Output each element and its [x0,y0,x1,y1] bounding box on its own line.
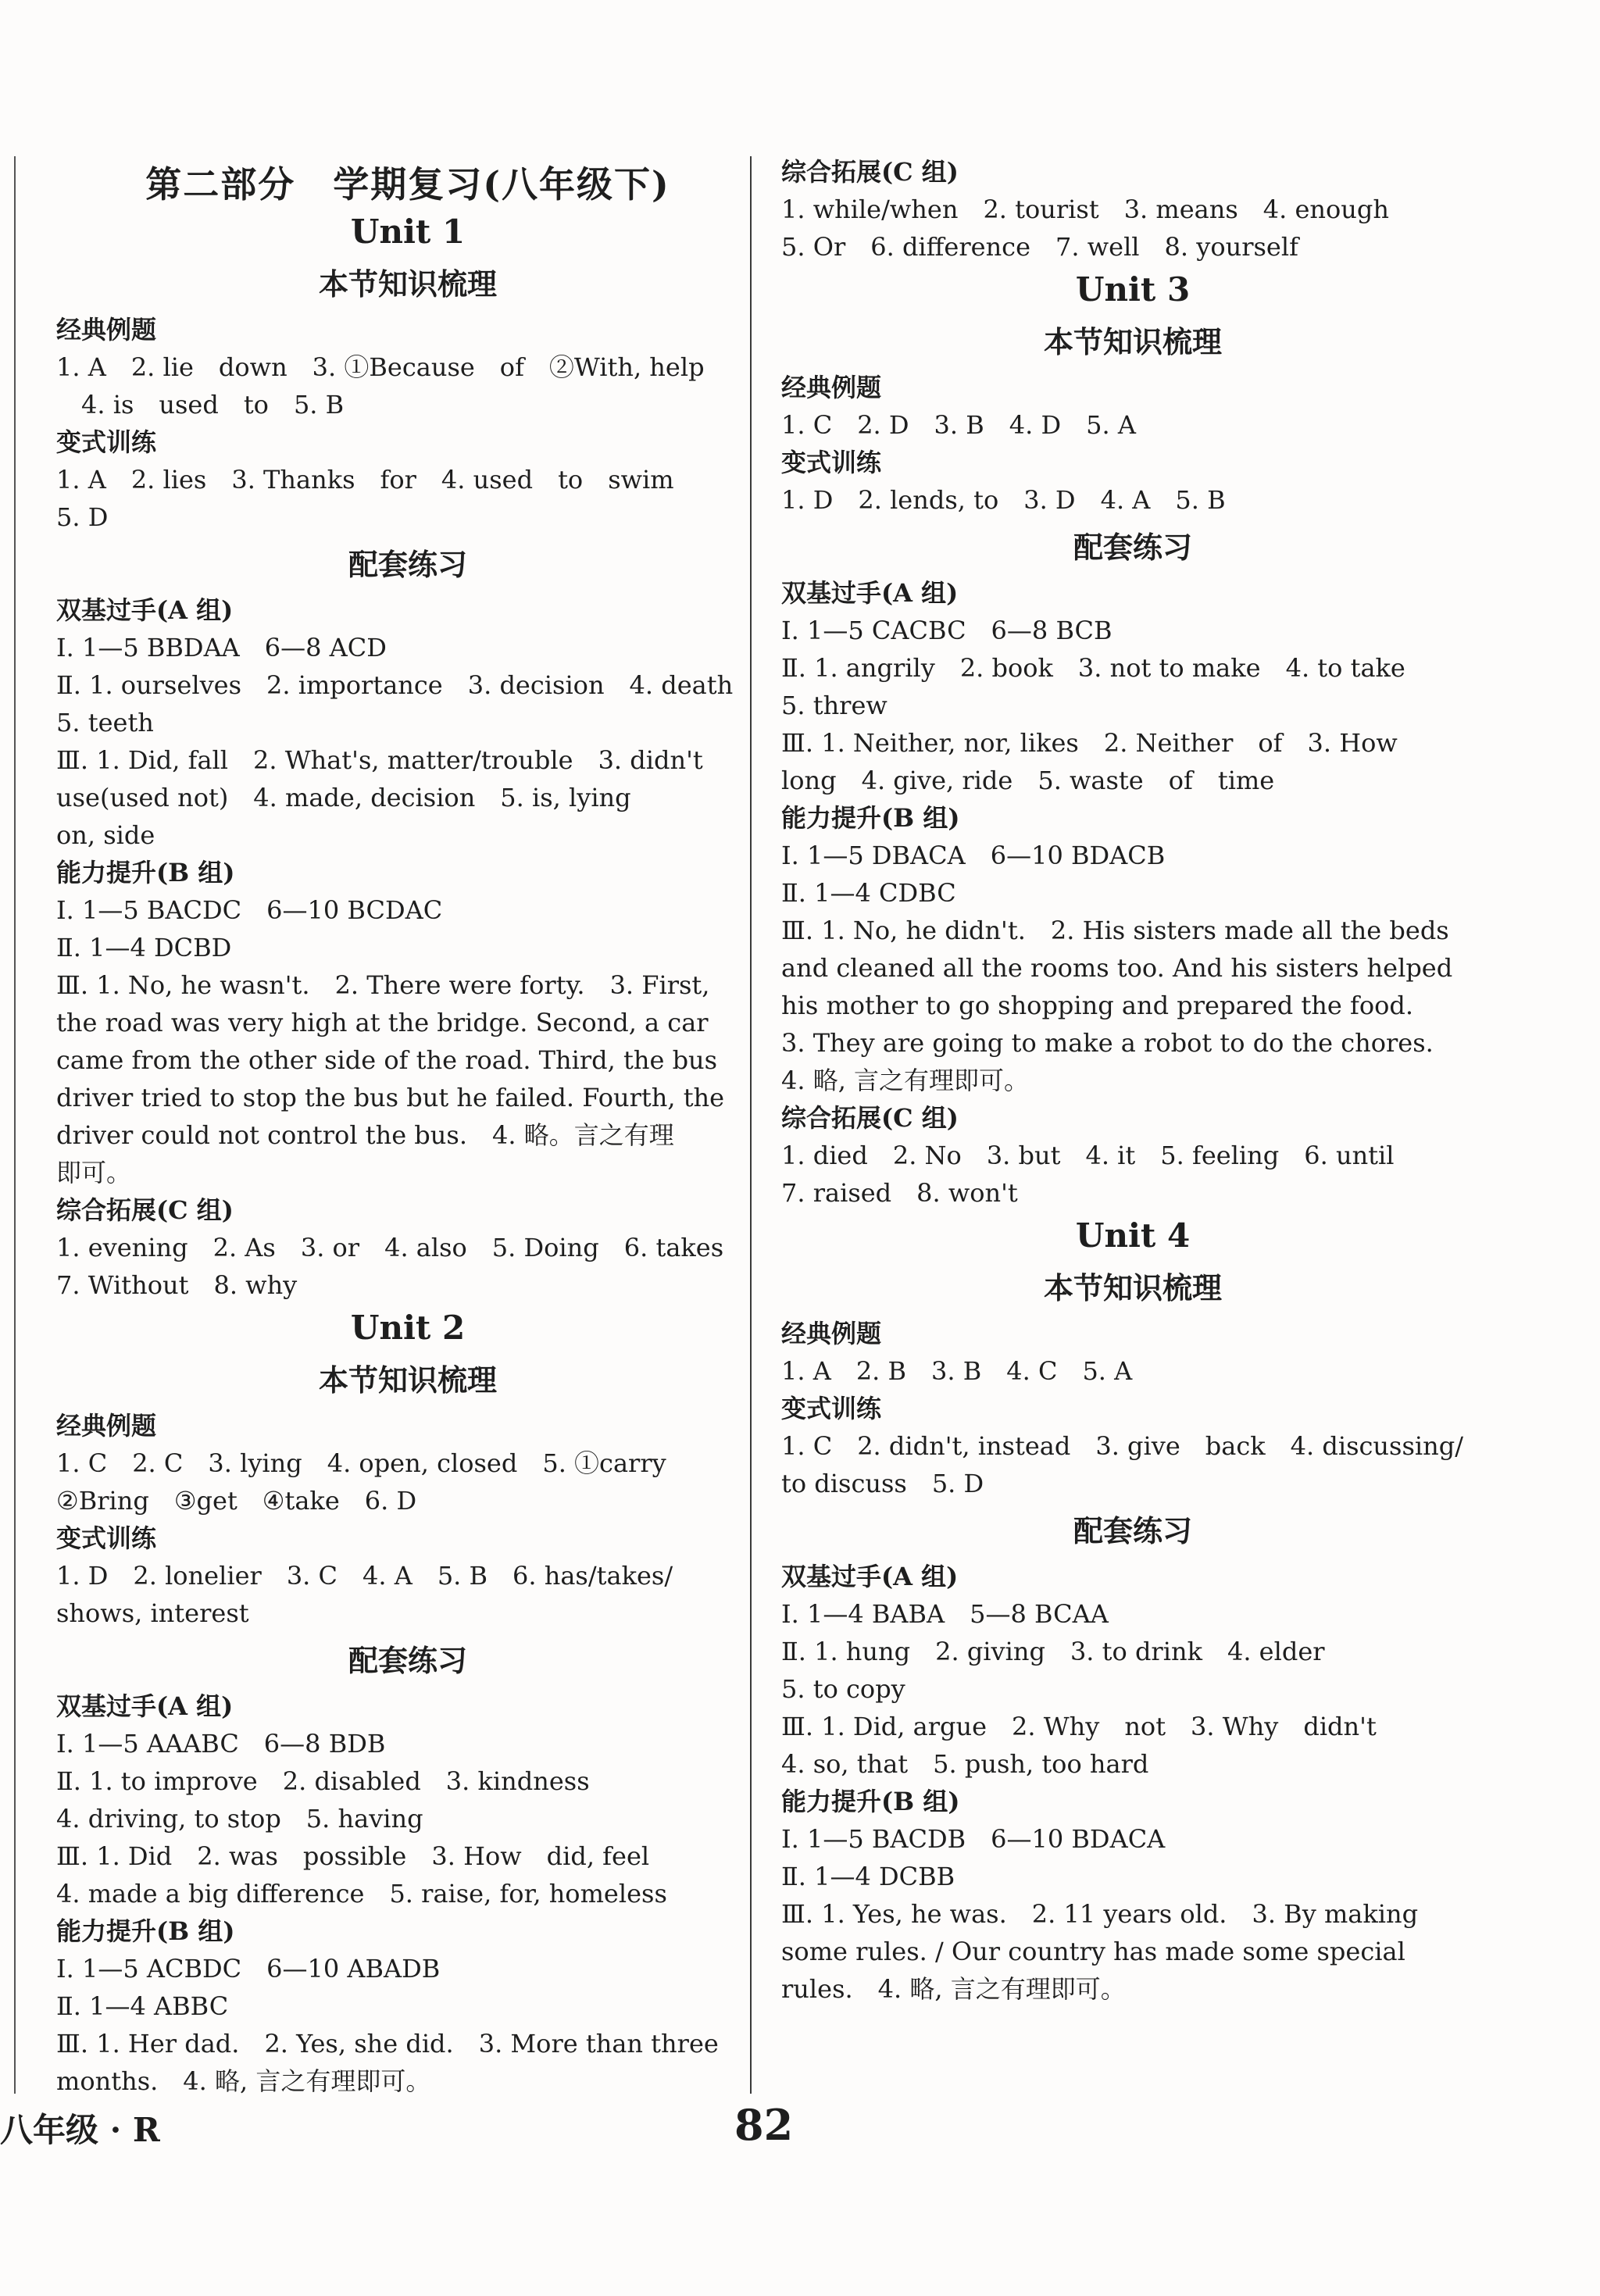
answer-line: 1. died 2. No 3. but 4. it 5. feeling 6. until [781,1141,1395,1170]
answer-line: 4. 略, 言之有理即可。 [781,1066,1030,1095]
subsection-label: 能力提升(B 组) [56,858,235,887]
left-column [56,156,759,2100]
section-heading: 本节知识梳理 [318,266,497,302]
answer-line: 1. D 2. lends, to 3. D 4. A 5. B [781,485,1226,515]
answer-line: Ⅲ. 1. Did 2. was possible 3. How did, feel [56,1841,650,1871]
answer-line: Ⅱ. 1. angrily 2. book 3. not to make 4. to take [781,653,1405,683]
answer-line: Ⅰ. 1—5 CACBC 6—8 BCB [781,616,1112,645]
subsection-label: 经典例题 [56,315,157,345]
answer-line: Ⅲ. 1. Neither, nor, likes 2. Neither of 3. How [781,728,1398,758]
subsection-label: 综合拓展(C 组) [56,1195,234,1225]
answer-line: Ⅰ. 1—4 BABA 5—8 BCAA [781,1599,1109,1629]
answer-line: 1. C 2. D 3. B 4. D 5. A [781,410,1136,440]
answer-line: Ⅰ. 1—5 DBACA 6—10 BDACB [781,841,1166,870]
unit-heading: Unit 2 [350,1309,466,1347]
answer-line: 1. C 2. didn't, instead 3. give back 4. discussing/ [781,1431,1463,1461]
answer-line: 1. C 2. C 3. lying 4. open, closed 5. ①carry [56,1448,666,1478]
answer-line: Ⅱ. 1. to improve 2. disabled 3. kindness [56,1766,590,1796]
answer-line: 1. D 2. lonelier 3. C 4. A 5. B 6. has/takes/ [56,1561,673,1591]
answer-line: his mother to go shopping and prepared the food. [781,991,1414,1020]
answer-line: 4. so, that 5. push, too hard [781,1749,1149,1779]
answer-line: 5. D [56,502,109,532]
answer-line: 1. A 2. lie down 3. ①Because of ②With, help [56,352,705,382]
answer-line: Ⅱ. 1—4 CDBC [781,878,956,908]
answer-line: Ⅱ. 1—4 DCBD [56,933,232,962]
subsection-label: 经典例题 [56,1411,157,1441]
answer-line: ②Bring ③get ④take 6. D [56,1486,417,1516]
answer-line: Ⅱ. 1. ourselves 2. importance 3. decision 4. death [56,670,734,700]
answer-line: 4. driving, to stop 5. having [56,1804,423,1834]
subsection-label: 综合拓展(C 组) [781,157,959,187]
answer-line: months. 4. 略, 言之有理即可。 [56,2066,431,2096]
subsection-label: 变式训练 [56,1523,157,1553]
subsection-label: 变式训练 [781,448,882,477]
subsection-label: 变式训练 [56,427,157,457]
answer-line: 5. teeth [56,708,154,737]
answer-line: Ⅱ. 1—4 DCBB [781,1862,955,1891]
answer-line: Ⅱ. 1—4 ABBC [56,1991,229,2021]
answer-line: 1. evening 2. As 3. or 4. also 5. Doing 6. takes [56,1233,724,1262]
section-heading: 配套练习 [348,1643,467,1678]
answer-line: Ⅲ. 1. No, he wasn't. 2. There were forty. 3. First, [56,970,710,1000]
answer-line: 5. Or 6. difference 7. well 8. yourself [781,232,1298,262]
section-heading: 配套练习 [348,547,467,582]
right-column [781,153,1484,2008]
answer-line: Ⅰ. 1—5 AAABC 6—8 BDB [56,1729,386,1759]
section-heading: 本节知识梳理 [318,1362,497,1398]
answer-line: the road was very high at the bridge. Second, a car [56,1008,709,1037]
answer-line: Ⅰ. 1—5 BACDB 6—10 BDACA [781,1824,1166,1854]
answer-line: came from the other side of the road. Third, the bus [56,1045,718,1075]
answer-line: 5. to copy [781,1674,905,1704]
answer-line: 3. They are going to make a robot to do the chores. [781,1028,1434,1058]
answer-line: 7. Without 8. why [56,1270,298,1300]
footer-grade: 八年级 · R [0,2111,160,2149]
subsection-label: 能力提升(B 组) [781,1787,960,1816]
answer-line: Ⅲ. 1. No, he didn't. 2. His sisters made all the beds [781,916,1449,945]
section-heading: 配套练习 [1073,530,1192,565]
answer-line: driver tried to stop the bus but he failed. Fourth, the [56,1083,725,1112]
answer-line: 7. raised 8. won't [781,1178,1018,1208]
unit-heading: Unit 3 [1075,270,1191,309]
unit-heading: Unit 1 [350,212,466,251]
answer-line: shows, interest [56,1598,249,1628]
answer-line: on, side [56,820,155,850]
answer-line: and cleaned all the rooms too. And his sisters helped [781,953,1453,983]
part-title: 第二部分 学期复习(八年级下) [145,163,670,205]
section-heading: 本节知识梳理 [1043,1270,1222,1305]
answer-line: Ⅱ. 1. hung 2. giving 3. to drink 4. elder [781,1637,1325,1666]
answer-line: Ⅰ. 1—5 ACBDC 6—10 ABADB [56,1954,441,1984]
section-heading: 配套练习 [1073,1513,1192,1548]
answer-line: 5. threw [781,691,888,720]
subsection-label: 双基过手(A 组) [781,1562,959,1591]
answer-line: 4. is used to 5. B [56,390,345,420]
answer-line: 4. made a big difference 5. raise, for, homeless [56,1879,667,1909]
subsection-label: 双基过手(A 组) [781,578,959,608]
answer-line: 即可。 [56,1158,132,1187]
answer-line: Ⅲ. 1. Did, argue 2. Why not 3. Why didn't [781,1712,1377,1741]
answer-line: Ⅰ. 1—5 BACDC 6—10 BCDAC [56,895,443,925]
subsection-label: 能力提升(B 组) [56,1916,235,1946]
answer-line: Ⅲ. 1. Did, fall 2. What's, matter/trouble 3. didn't [56,745,703,775]
answer-line: long 4. give, ride 5. waste of time [781,766,1275,795]
answer-line: 1. A 2. B 3. B 4. C 5. A [781,1356,1133,1386]
answer-line: some rules. / Our country has made some special [781,1937,1405,1966]
subsection-label: 能力提升(B 组) [781,803,960,833]
unit-heading: Unit 4 [1075,1216,1191,1255]
answer-line: driver could not control the bus. 4. 略。言之有理 [56,1120,674,1150]
left-margin-rule [14,156,16,2094]
subsection-label: 综合拓展(C 组) [781,1103,959,1133]
subsection-label: 双基过手(A 组) [56,595,234,625]
answer-line: 1. A 2. lies 3. Thanks for 4. used to swim [56,465,674,495]
answer-line: Ⅰ. 1—5 BBDAA 6—8 ACD [56,633,387,662]
page-number: 82 [734,2100,794,2150]
answer-line: Ⅲ. 1. Yes, he was. 2. 11 years old. 3. By making [781,1899,1419,1929]
subsection-label: 经典例题 [781,373,882,402]
subsection-label: 变式训练 [781,1394,882,1423]
subsection-label: 双基过手(A 组) [56,1691,234,1721]
subsection-label: 经典例题 [781,1319,882,1348]
answer-line: Ⅲ. 1. Her dad. 2. Yes, she did. 3. More than three [56,2029,719,2059]
answer-line: rules. 4. 略, 言之有理即可。 [781,1974,1126,2004]
answer-line: 1. while/when 2. tourist 3. means 4. enough [781,195,1390,224]
answer-line: to discuss 5. D [781,1469,984,1498]
answer-line: use(used not) 4. made, decision 5. is, lying [56,783,631,812]
section-heading: 本节知识梳理 [1043,324,1222,359]
